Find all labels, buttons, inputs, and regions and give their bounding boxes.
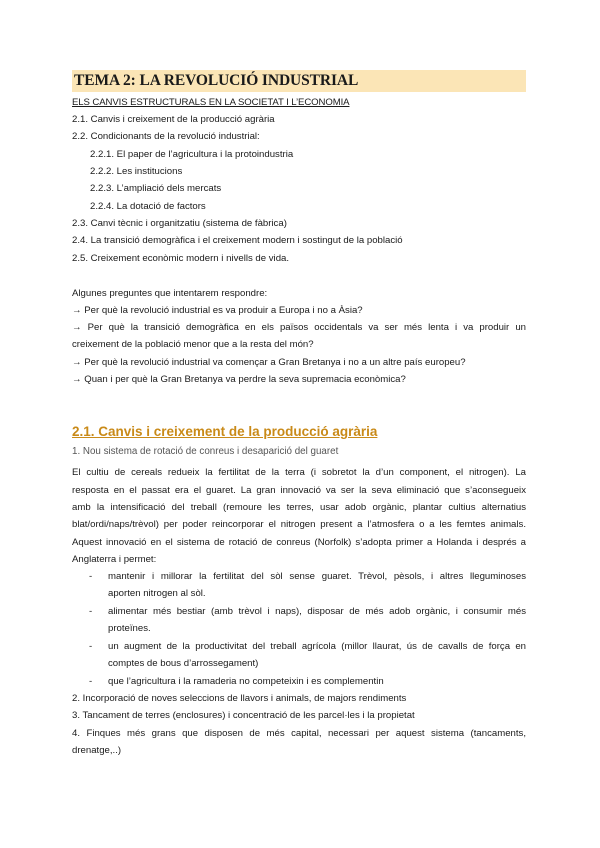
bullet-line: que l’agricultura i la ramaderia no competeixin i es complementin	[108, 676, 384, 687]
toc-subitem: 2.2.1. El paper de l’agricultura i la protoindustria	[90, 149, 294, 160]
numbered-point: 3. Tancament de terres (enclosures) i concentració de les parcel·les i la propietat	[72, 710, 415, 721]
bullet-marker: -	[89, 641, 93, 652]
question-line: → Per què la revolució industrial es va produir a Europa i no a Àsia?	[72, 305, 363, 316]
bullet-marker: -	[89, 606, 93, 617]
question-line: creixement de la població menor que a la resta del món?	[72, 339, 314, 350]
paragraph-line: Aquest innovació en el sistema de rotació de conreus (Norfolk) s’adopta primer a Holanda i després a	[72, 537, 526, 548]
bullet-line: mantenir i millorar la fertilitat del sòl sense guaret. Trèvol, pèsols, i altres lleguminoses	[108, 571, 526, 582]
toc-item: 2.2. Condicionants de la revolució industrial:	[72, 131, 260, 142]
bullet-line: alimentar més bestiar (amb trèvol i naps), disposar de més adob orgànic, i consumir més	[108, 606, 526, 617]
paragraph-line: blat/ordi/naps/trèvol) per poder reincorporar el nitrogen present a l’atmosfera o a les femtes animals.	[72, 519, 526, 530]
toc-item: 2.4. La transició demogràfica i el creixement modern i sostingut de la població	[72, 235, 403, 246]
toc-subitem: 2.2.4. La dotació de factors	[90, 201, 206, 212]
document-subtitle: ELS CANVIS ESTRUCTURALS EN LA SOCIETAT I L’ECONOMIA	[72, 97, 350, 108]
paragraph-line: Anglaterra i permet:	[72, 554, 157, 565]
numbered-point: drenatge,..)	[72, 745, 122, 756]
bullet-marker: -	[89, 571, 93, 582]
toc-item: 2.3. Canvi tècnic i organitzatiu (sistema de fàbrica)	[72, 218, 287, 229]
question-line: → Quan i per què la Gran Bretanya va perdre la seva supremacia econòmica?	[72, 374, 406, 385]
toc-item: 2.1. Canvis i creixement de la producció agrària	[72, 114, 275, 125]
toc-subitem: 2.2.2. Les institucions	[90, 166, 183, 177]
bullet-line: comptes de bous d’arrossegament)	[108, 658, 259, 669]
document-title: TEMA 2: LA REVOLUCIÓ INDUSTRIAL	[72, 70, 526, 92]
paragraph-line: amb la intensificació del treball (remoure les terres, usar adob orgànic, plantar cultius alternatius	[72, 502, 526, 513]
bullet-line: un augment de la productivitat del treball agrícola (millor llaurat, ús de cavalls de força en	[108, 641, 526, 652]
bullet-line: proteïnes.	[108, 623, 151, 634]
section-heading: 2.1. Canvis i creixement de la producció agrària	[72, 424, 378, 439]
toc-item: 2.5. Creixement econòmic modern i nivells de vida.	[72, 253, 290, 264]
bullet-marker: -	[89, 676, 93, 687]
numbered-point: 2. Incorporació de noves seleccions de llavors i animals, de majors rendiments	[72, 693, 407, 704]
bullet-line: aporten nitrogen al sòl.	[108, 588, 206, 599]
numbered-point: 4. Finques més grans que disposen de més capital, necessari per aquest sistema (tancaments,	[72, 728, 526, 739]
toc-subitem: 2.2.3. L’ampliació dels mercats	[90, 183, 222, 194]
questions-intro: Algunes preguntes que intentarem respondre:	[72, 288, 268, 299]
section-subheading: 1. Nou sistema de rotació de conreus i desaparició del guaret	[72, 446, 339, 457]
paragraph-line: resposta en el passat era el guaret. La gran innovació va ser la seva eliminació que s’aconsegueix	[72, 485, 526, 496]
question-line: → Per què la transició demogràfica en els països occidentals va ser més lenta i va produir un	[72, 322, 526, 333]
question-line: → Per què la revolució industrial va començar a Gran Bretanya i no a un altre país europeu?	[72, 357, 466, 368]
paragraph-line: El cultiu de cereals redueix la fertilitat de la terra (i sobretot la d’un component, el nitrogen). La	[72, 467, 526, 478]
